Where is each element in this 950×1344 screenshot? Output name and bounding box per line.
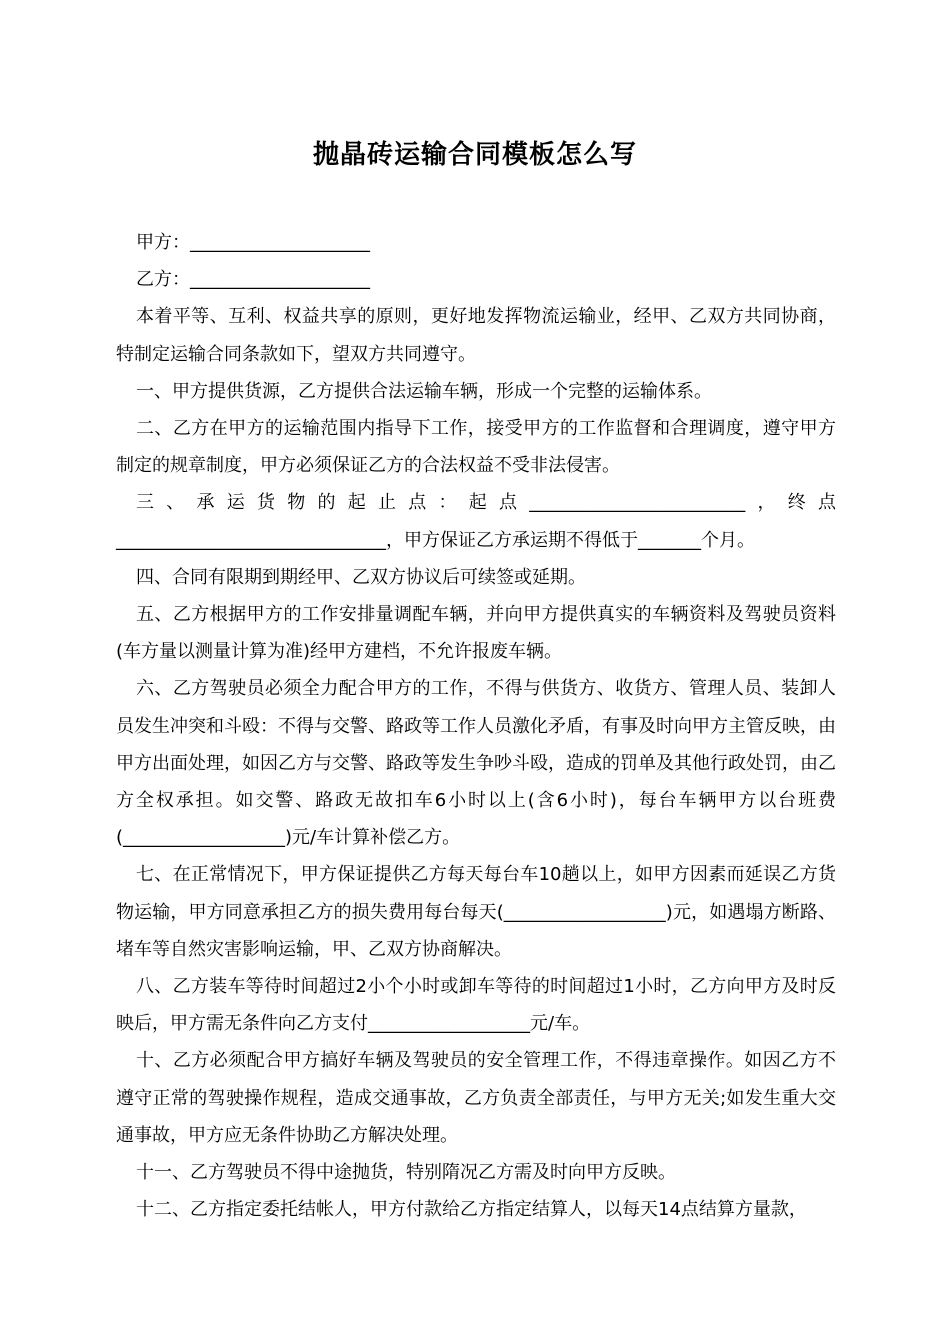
- preamble-paragraph: 本着平等、互利、权益共享的原则，更好地发挥物流运输业，经甲、乙双方共同协商，特制定运输合同条款如下，望双方共同遵守。: [116, 306, 836, 365]
- party-a-line: 甲方：____________________: [136, 232, 370, 253]
- clause-12: 十二、乙方指定委托结帐人，甲方付款给乙方指定结算人，以每天14点结算方量款，: [136, 1199, 807, 1221]
- clause-5: 五、乙方根据甲方的工作安排量调配车辆，并向甲方提供真实的车辆资料及驾驶员资料(车方量以测量计算为准)经甲方建档，不允许报废车辆。: [116, 604, 836, 663]
- document-body: [116, 224, 836, 1228]
- clause-2: 二、乙方在甲方的运输范围内指导下工作，接受甲方的工作监督和合理调度，遵守甲方制定的规章制度，甲方必须保证乙方的合法权益不受非法侵害。: [116, 418, 836, 477]
- clause-6: 六、乙方驾驶员必须全力配合甲方的工作，不得与供货方、收货方、管理人员、装卸人员发生冲突和斗殴：不得与交警、路政等工作人员激化矛盾，有事及时向甲方主管反映，由甲方出面处理，如因乙方与交警、路政等发生争吵斗殴，造成的罚单及其他行政处罚，由乙方全权承担。如交警、路政无故扣车6小时以上(含6小时)，每台车辆甲方以台班费(__________________)元/车计算补偿乙方。: [116, 678, 836, 849]
- clause-3: 三、承运货物的起止点：起点________________________，终点______________________________，甲方保证乙方承运期不得低于_______个月。: [116, 492, 836, 551]
- clause-4: 四、合同有限期到期经甲、乙双方协议后可续签或延期。: [136, 566, 586, 588]
- party-b-line: 乙方：____________________: [136, 269, 370, 291]
- document-title: 抛晶砖运输合同模板怎么写: [312, 140, 637, 170]
- clause-7: 七、在正常情况下，甲方保证提供乙方每天每台车10趟以上，如甲方因素而延误乙方货物运输，甲方同意承担乙方的损失费用每台每天(__________________)元，如遇塌方断路、堵车等自然灾害影响运输，甲、乙双方协商解决。: [116, 864, 836, 960]
- clause-11: 十一、乙方驾驶员不得中途抛货，特别隋况乙方需及时向甲方反映。: [136, 1162, 676, 1184]
- clause-8: 八、乙方装车等待时间超过2小个小时或卸车等待的时间超过1小时，乙方向甲方及时反映后，甲方需无条件向乙方支付__________________元/车。: [116, 976, 836, 1035]
- clause-1: 一、甲方提供货源，乙方提供合法运输车辆，形成一个完整的运输体系。: [136, 380, 712, 402]
- clause-10: 十、乙方必须配合甲方搞好车辆及驾驶员的安全管理工作，不得违章操作。如因乙方不遵守正常的驾驶操作规程，造成交通事故，乙方负责全部责任，与甲方无关;如发生重大交通事故，甲方应无条件协助乙方解决处理。: [116, 1050, 836, 1146]
